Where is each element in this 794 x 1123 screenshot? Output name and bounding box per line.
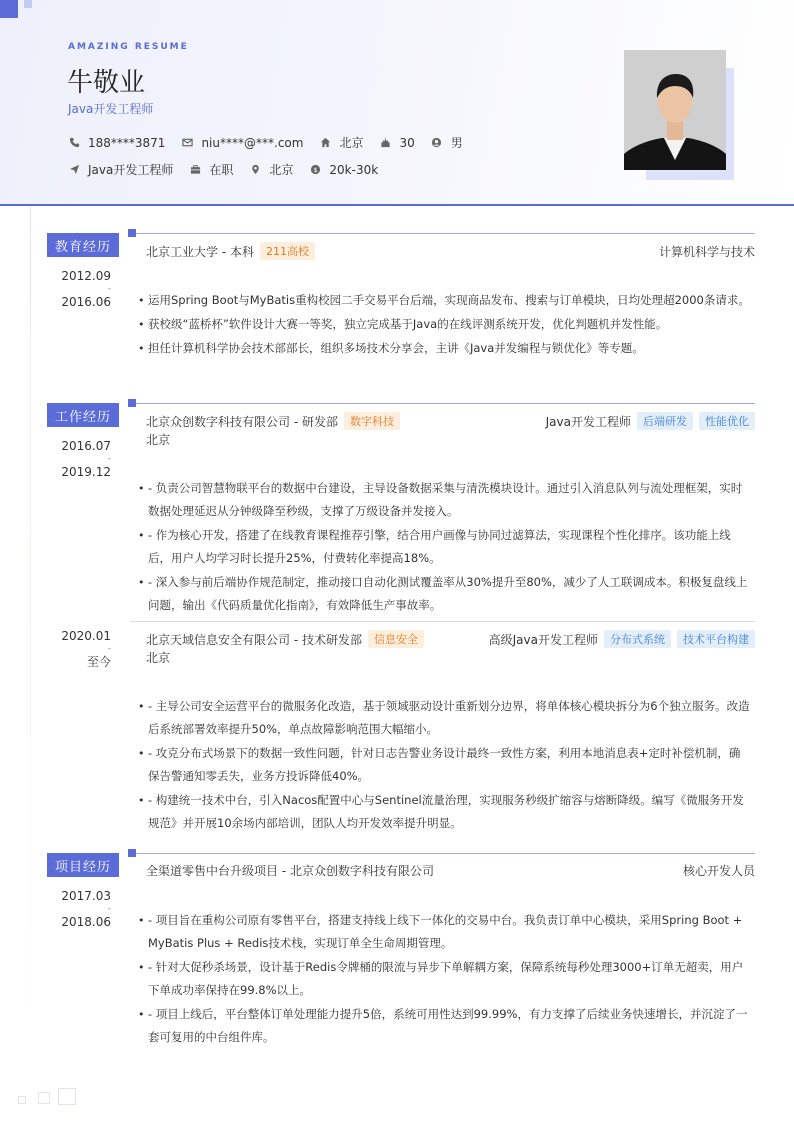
job1-location: 北京 (146, 433, 171, 447)
phone-info (68, 136, 165, 150)
education-bullets (138, 289, 750, 361)
job1-position-line (546, 412, 755, 430)
job1-company-line (146, 412, 400, 430)
job1-bullets (138, 477, 750, 618)
section-rule (130, 233, 755, 234)
svg-text:$: $ (313, 165, 318, 174)
project-dates (47, 884, 111, 934)
section-rule (130, 853, 755, 854)
job2-bullets (138, 695, 750, 836)
gender-info (431, 134, 463, 151)
job2-industry-tag: 信息安全 (368, 630, 424, 648)
profile-photo (624, 50, 726, 170)
footer-decoration (58, 1088, 76, 1105)
job-divider (130, 621, 755, 622)
job1-dates (47, 434, 111, 484)
status-info (189, 161, 233, 178)
list-item: • - 构建统一技术中台，引入Nacos配置中心与Sentinel流量治理，实现服务秒级扩缩容与熔断降级。编写《微服务开发规范》并开展10余场内部培训，团队人均开发效率提升明显。 (138, 789, 750, 835)
home-text: 北京 (339, 136, 364, 150)
home-icon (319, 137, 331, 149)
section-dot (128, 849, 136, 857)
section-label-work: 工作经历 (47, 403, 119, 427)
project-name: 全渠道零售中台升级项目 - 北京众创数字科技有限公司 (146, 864, 434, 878)
job1-date-end: 2019.12 (61, 465, 111, 479)
job1-date-start: 2016.07 (61, 439, 111, 453)
location-pin-icon (249, 164, 261, 176)
job1-industry-tag: 数字科技 (344, 412, 400, 430)
list-item: • - 作为核心开发，搭建了在线教育课程推荐引擎，结合用户画像与协同过滤算法，实现课程个性化排序。该功能上线后，用户人均学习时长提升25%，付费转化率提高18%。 (138, 524, 750, 570)
list-item: • - 针对大促秒杀场景，设计基于Redis令牌桶的限流与异步下单解耦方案，保障系统每秒处理3000+订单无超卖，用户下单成功率保持在99.8%以上。 (138, 956, 750, 1002)
job2-date-start: 2020.01 (61, 629, 111, 643)
job1-skill-tag: 性能优化 (699, 412, 755, 430)
section-rule (130, 403, 755, 404)
education-date-start: 2012.09 (61, 269, 111, 283)
mail-icon (181, 137, 193, 149)
candidate-name: 牛敬业 (67, 68, 146, 98)
status-text: 在职 (209, 163, 234, 177)
section-label-project: 项目经历 (47, 853, 119, 877)
section-dot (128, 399, 136, 407)
list-item: • - 项目旨在重构公司原有零售平台，搭建支持线上线下一体化的交易中台。我负责订单中心模块，采用Spring Boot + MyBatis Plus + Redis技术栈，实现订单全生命周期管理。 (138, 909, 750, 955)
contact-row (68, 134, 479, 151)
age-text: 30 (399, 135, 415, 150)
cake-icon (379, 137, 391, 149)
job1-company: 北京众创数字科技有限公司 - 研发部 (146, 414, 338, 429)
email-text: niu****@***.com (201, 135, 304, 150)
education-dates (47, 264, 111, 314)
age-info (379, 136, 414, 150)
project-date-end: 2018.06 (61, 915, 111, 929)
salary-info (309, 163, 378, 177)
target-city-text: 北京 (269, 163, 294, 177)
tagline: AMAZING RESUME (68, 42, 189, 52)
job2-company: 北京天域信息安全有限公司 - 技术研发部 (146, 632, 362, 647)
date-dash: - (107, 644, 111, 654)
corner-decoration (0, 0, 18, 18)
job-intent-row (68, 161, 394, 178)
section-label-education: 教育经历 (47, 233, 119, 257)
phone-icon (68, 137, 80, 149)
job1-skill-tag: 后端研发 (637, 412, 693, 430)
target-city-info (249, 161, 293, 178)
education-school-line (146, 242, 315, 260)
job2-position-line (489, 630, 755, 648)
job2-position: 高级Java开发工程师 (488, 632, 598, 647)
list-item: • 获校级“蓝桥杯”软件设计大赛一等奖，独立完成基于Java的在线评测系统开发，优化判题机并发性能。 (138, 313, 750, 336)
left-decoration-line (30, 206, 31, 1066)
job2-dates (47, 624, 111, 674)
job2-skill-tag: 分布式系统 (604, 630, 671, 648)
school-tag: 211高校 (260, 242, 315, 260)
project-date-start: 2017.03 (61, 889, 111, 903)
briefcase-icon (189, 164, 201, 176)
list-item: • - 深入参与前后端协作规范制定，推动接口自动化测试覆盖率从30%提升至80%，减少了人工联调成本。积极复盘线上问题，输出《代码质量优化指南》，有效降低生产事故率。 (138, 571, 750, 617)
home-info (319, 134, 363, 151)
corner-decoration-small (24, 0, 32, 8)
user-icon (431, 137, 443, 149)
job2-company-line (146, 630, 424, 648)
list-item: • - 攻克分布式场景下的数据一致性问题，针对日志告警业务设计最终一致性方案，利用本地消息表+定时补偿机制，确保告警通知零丢失，业务方投诉降低40%。 (138, 742, 750, 788)
money-icon (309, 164, 321, 176)
job2-location: 北京 (146, 651, 171, 665)
gender-text: 男 (450, 136, 463, 150)
footer-decoration (18, 1096, 26, 1104)
education-date-end: 2016.06 (61, 295, 111, 309)
job1-position: Java开发工程师 (545, 414, 631, 429)
salary-text: 20k-30k (329, 162, 379, 177)
target-job-info (68, 161, 173, 178)
send-icon (68, 164, 80, 176)
list-item: • - 负责公司智慧物联平台的数据中台建设，主导设备数据采集与清洗模块设计。通过引入消息队列与流处理框架，实时数据处理延迟从分钟级降至秒级，支撑了万级设备并发接入。 (138, 477, 750, 523)
school-name: 北京工业大学 - 本科 (146, 244, 254, 259)
email-info (181, 136, 303, 150)
project-role: 核心开发人员 (682, 864, 755, 878)
list-item: • - 主导公司安全运营平台的微服务化改造，基于领域驱动设计重新划分边界，将单体核心模块拆分为6个独立服务。改造后系统部署效率提升50%，单点故障影响范围大幅缩小。 (138, 695, 750, 741)
job2-date-end: 至今 (86, 655, 111, 669)
job2-skill-tag: 技术平台构建 (677, 630, 755, 648)
date-dash: - (107, 284, 111, 294)
resume-header (0, 0, 794, 206)
section-dot (128, 229, 136, 237)
candidate-title: Java开发工程师 (68, 102, 154, 116)
education-major: 计算机科学与技术 (658, 245, 755, 259)
list-item: • 运用Spring Boot与MyBatis重构校园二手交易平台后端，实现商品发布、搜索与订单模块，日均处理超2000条请求。 (138, 289, 750, 312)
target-job-text: Java开发工程师 (88, 163, 174, 177)
project-bullets (138, 909, 750, 1050)
date-dash: - (107, 454, 111, 464)
date-dash: - (107, 904, 111, 914)
phone-text: 188****3871 (88, 135, 166, 150)
list-item: • 担任计算机科学协会技术部部长，组织多场技术分享会，主讲《Java并发编程与锁优化》等专题。 (138, 337, 750, 360)
footer-decoration (38, 1092, 50, 1104)
list-item: • - 项目上线后，平台整体订单处理能力提升5倍，系统可用性达到99.99%，有力支撑了后续业务快速增长，并沉淀了一套可复用的中台组件库。 (138, 1003, 750, 1049)
